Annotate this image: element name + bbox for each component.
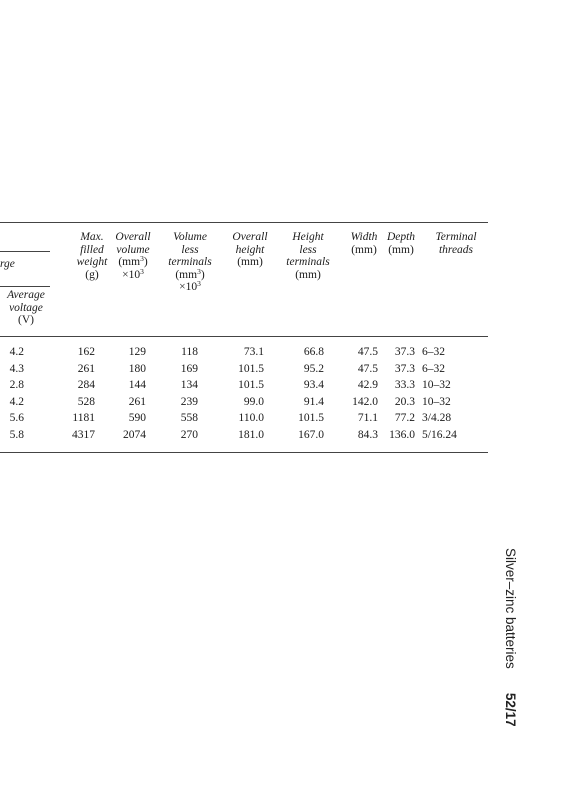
header-line: less [299,243,317,256]
header-line: terminals [168,256,212,268]
header-line: (mm) [295,268,321,281]
width-cell: 47.5 [357,362,378,375]
volume-less-cell: 558 [180,412,198,425]
overall-height-cell: 101.5 [238,362,264,375]
overall-height-header [226,231,274,269]
header-line: less [181,243,199,256]
overall-volume-header [108,231,158,281]
header-line: filled [80,243,104,256]
depth-cell: 37.3 [394,346,415,358]
overall-volume-cell: 129 [128,346,146,358]
avg-voltage-cell: 4.3 [9,362,24,375]
width-cell: 47.5 [357,346,378,358]
header-line: (g) [85,268,99,281]
header-line: terminals [286,256,330,268]
height-less-terminals-header [282,231,334,281]
depth-cell: 37.3 [394,362,415,375]
max-weight-cell: 1181 [72,412,95,425]
width-header [346,231,382,256]
max-weight-header [72,231,112,281]
volume-less-cell: 118 [181,346,198,358]
table-top-rule [0,222,488,223]
running-head [496,548,518,738]
terminal-threads-cell: 5/16.24 [422,429,457,441]
volume-less-cell: 134 [180,379,198,392]
overall-height-cell: 73.1 [243,346,264,358]
running-title: Silver–zinc batteries [503,548,518,669]
width-cell: 42.9 [357,379,378,392]
header-line: $(mm^3)$ [118,254,148,268]
header-line: Max. [80,231,104,243]
table-bottom-rule [0,452,488,453]
page-number: 52/17 [503,692,518,727]
overall-volume-cell: 144 [128,379,146,392]
overall-height-cell: 181.0 [238,429,264,441]
header-line: Volume [173,231,207,243]
header-line: (mm) [351,243,377,256]
height-less-cell: 101.5 [298,412,324,425]
terminal-threads-cell: 6–32 [422,362,445,375]
terminal-threads-cell: 10–32 [422,379,451,392]
overall-volume-cell: 180 [128,362,146,375]
terminal-threads-cell: 6–32 [422,346,445,358]
header-line: Width [350,231,378,243]
overall-height-cell: 110.0 [238,412,264,425]
charge-group-header: rge [0,258,15,270]
terminal-threads-header [424,231,488,256]
overall-volume-cell: 2074 [123,429,146,441]
terminal-threads-cell: 3/4.28 [422,412,452,425]
header-line: $\times 10^3$ [179,279,201,293]
terminal-threads-cell: 10–32 [422,395,451,408]
header-line: (V) [18,314,34,326]
width-cell: 142.0 [352,395,378,408]
height-less-cell: 167.0 [298,429,324,441]
header-line: Average [7,289,45,301]
volume-less-cell: 239 [180,395,198,408]
volume-less-cell: 169 [180,362,198,375]
depth-cell: 33.3 [394,379,415,392]
height-less-cell: 91.4 [303,395,324,408]
max-weight-cell: 4317 [72,429,95,441]
max-weight-cell: 284 [77,379,95,392]
width-cell: 71.1 [357,412,378,425]
depth-header [383,231,419,256]
subheader-rule [0,286,50,287]
header-line: Overall [115,231,151,243]
avg-voltage-cell: 2.8 [9,379,24,392]
max-weight-cell: 261 [77,362,95,375]
header-line: Height [292,231,324,243]
height-less-cell: 93.4 [303,379,324,392]
height-less-cell: 66.8 [303,346,324,358]
header-line: volume [116,243,150,256]
volume-less-cell: 270 [180,429,198,441]
overall-volume-cell: 590 [128,412,146,425]
overall-height-cell: 99.0 [243,395,264,408]
depth-cell: 136.0 [389,429,415,441]
header-line: voltage [9,301,43,314]
header-line: $\times 10^3$ [122,266,144,281]
header-line: height [235,243,265,256]
avg-voltage-cell: 4.2 [9,346,24,358]
header-bottom-rule [0,336,488,337]
group-rule [0,251,50,252]
max-weight-cell: 528 [77,395,95,408]
avg-voltage-cell: 5.6 [9,412,24,425]
avg-voltage-cell: 5.8 [9,429,24,441]
header-line: Terminal [435,231,477,243]
overall-volume-cell: 261 [128,395,146,408]
header-line: (mm) [237,256,263,268]
average-voltage-header [0,289,52,327]
header-line: $(mm^3)$ [175,266,205,281]
volume-less-terminals-header [166,231,214,294]
width-cell: 84.3 [357,429,378,441]
avg-voltage-cell: 4.2 [9,395,24,408]
header-line: Depth [386,231,416,243]
header-line: (mm) [388,243,414,256]
header-line: Overall [232,231,268,243]
height-less-cell: 95.2 [303,362,324,375]
header-line: weight [76,256,108,268]
header-line: threads [438,243,474,256]
depth-cell: 77.2 [394,412,415,425]
max-weight-cell: 162 [77,346,95,358]
overall-height-cell: 101.5 [238,379,264,392]
depth-cell: 20.3 [394,395,415,408]
